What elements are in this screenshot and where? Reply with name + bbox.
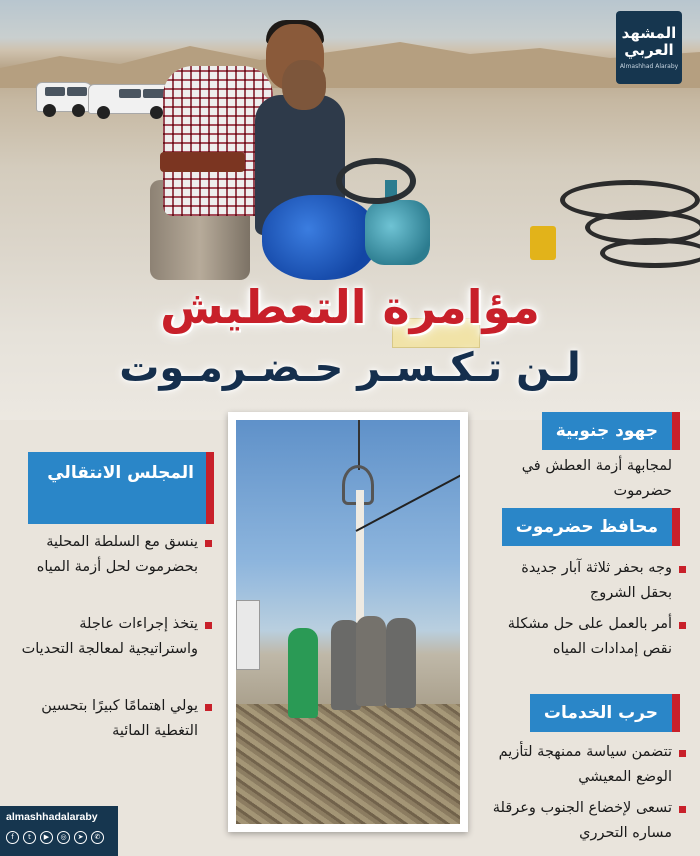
- section-services-war-title: حرب الخدمات: [530, 694, 672, 732]
- valve-wheel: [336, 158, 416, 204]
- cyan-valve: [365, 200, 430, 265]
- twitter-icon[interactable]: t: [23, 831, 36, 844]
- worker-grey-3: [386, 618, 416, 708]
- governor-bullet-2: أمر بالعمل على حل مشكلة نقص إمدادات المياه: [492, 612, 672, 662]
- crane-cable: [358, 420, 360, 470]
- logo-line-1: المشهد: [621, 24, 677, 42]
- council-bullet-1: ينسق مع السلطة المحلية بحضرموت لحل أزمة المياه: [18, 530, 198, 580]
- south-efforts-text: لمجابهة أزمة العطش في حضرموت: [521, 458, 672, 499]
- worker-head: [282, 60, 326, 110]
- section-governor-title: محافظ حضرموت: [502, 508, 672, 546]
- section-council-title: المجلس الانتقالي: [28, 452, 206, 524]
- services-war-bullet-1: تتضمن سياسة ممنهجة لتأزيم الوضع المعيشي: [492, 740, 672, 790]
- hose-coil-3: [600, 238, 700, 268]
- council-bullet-3: يولي اهتمامًا كبيرًا بتحسين التغطية المائية: [18, 694, 198, 744]
- logo-line-2: العربي: [624, 41, 674, 59]
- truck: [236, 600, 260, 670]
- white-car-2: [88, 84, 174, 114]
- facebook-icon[interactable]: f: [6, 831, 19, 844]
- hills-illustration: [0, 38, 700, 88]
- youtube-icon[interactable]: ▶: [40, 831, 53, 844]
- yellow-jerrycan: [530, 226, 556, 260]
- social-icons: [6, 831, 112, 844]
- worker-grey-2: [356, 616, 386, 706]
- blue-valve: [262, 195, 377, 280]
- well-drilling-photo: [228, 412, 468, 832]
- white-car-1: [36, 82, 94, 112]
- social-handle: almashhadalaraby: [6, 811, 98, 823]
- services-war-bullet-2: تسعى لإخضاع الجنوب وعرقلة مساره التحرري: [492, 796, 672, 846]
- worker-green: [288, 628, 318, 718]
- debris-ground: [236, 704, 460, 824]
- brand-logo: [616, 11, 682, 84]
- council-bullet-2: يتخذ إجراءات عاجلة واستراتيجية لمعالجة التحديات: [18, 612, 198, 662]
- telegram-icon[interactable]: ➤: [74, 831, 87, 844]
- headline-sub: لـن تـكـسـر حـضـرمـوت: [119, 345, 581, 391]
- whatsapp-icon[interactable]: ✆: [91, 831, 104, 844]
- governor-bullet-1: وجه بحفر ثلاثة آبار جديدة بحقل الشروج: [492, 556, 672, 606]
- logo-subtitle: Almashhad Alaraby: [619, 63, 679, 70]
- belt: [160, 152, 245, 172]
- section-south-efforts-title: جهود جنوبية: [542, 412, 672, 450]
- instagram-icon[interactable]: ◎: [57, 831, 70, 844]
- headline-main: مؤامرة التعطيش: [160, 280, 540, 334]
- footer-social: [0, 806, 118, 856]
